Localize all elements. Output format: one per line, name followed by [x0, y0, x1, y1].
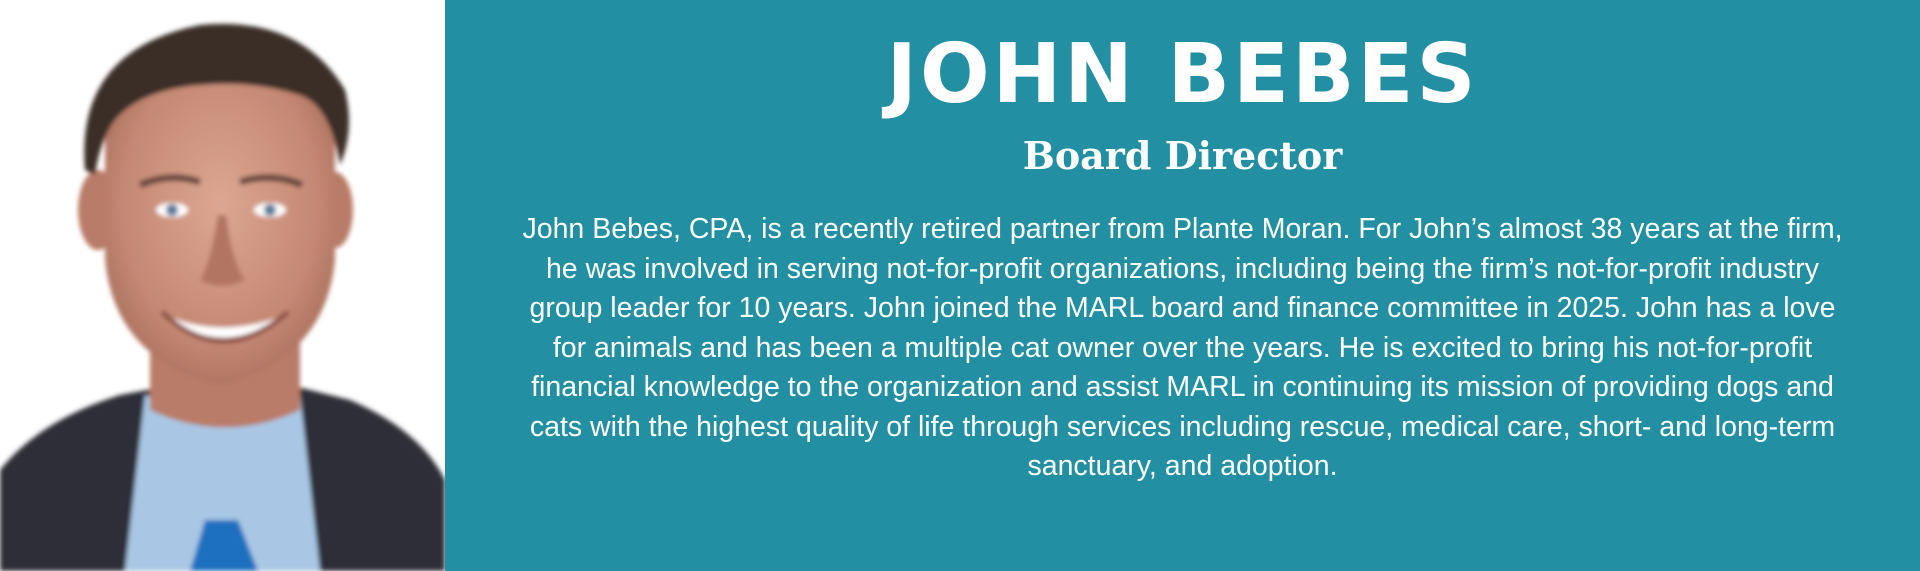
- member-name: JOHN BEBES: [886, 27, 1479, 122]
- portrait-photo: [0, 0, 445, 571]
- member-role: Board Director: [1022, 133, 1343, 178]
- info-panel: [445, 0, 1920, 571]
- portrait-illustration: [0, 0, 445, 571]
- member-bio: John Bebes, CPA, is a recently retired partner from Plante Moran. For John’s almost 38 years at the firm, he was involved in serving not-for-profit organizations, including being the firm’s not-for-profit industry group leader for 10 years. John joined the MARL board and finance committee in 2025. John has a love for animals and has been a multiple cat owner over the years. He is excited to bring his not-for-profit financial knowledge to the organization and assist MARL in continuing its mission of providing dogs and cats with the highest quality of life through services including rescue, medical care, short- and long-term sanctuary, and adoption.: [522, 213, 1843, 482]
